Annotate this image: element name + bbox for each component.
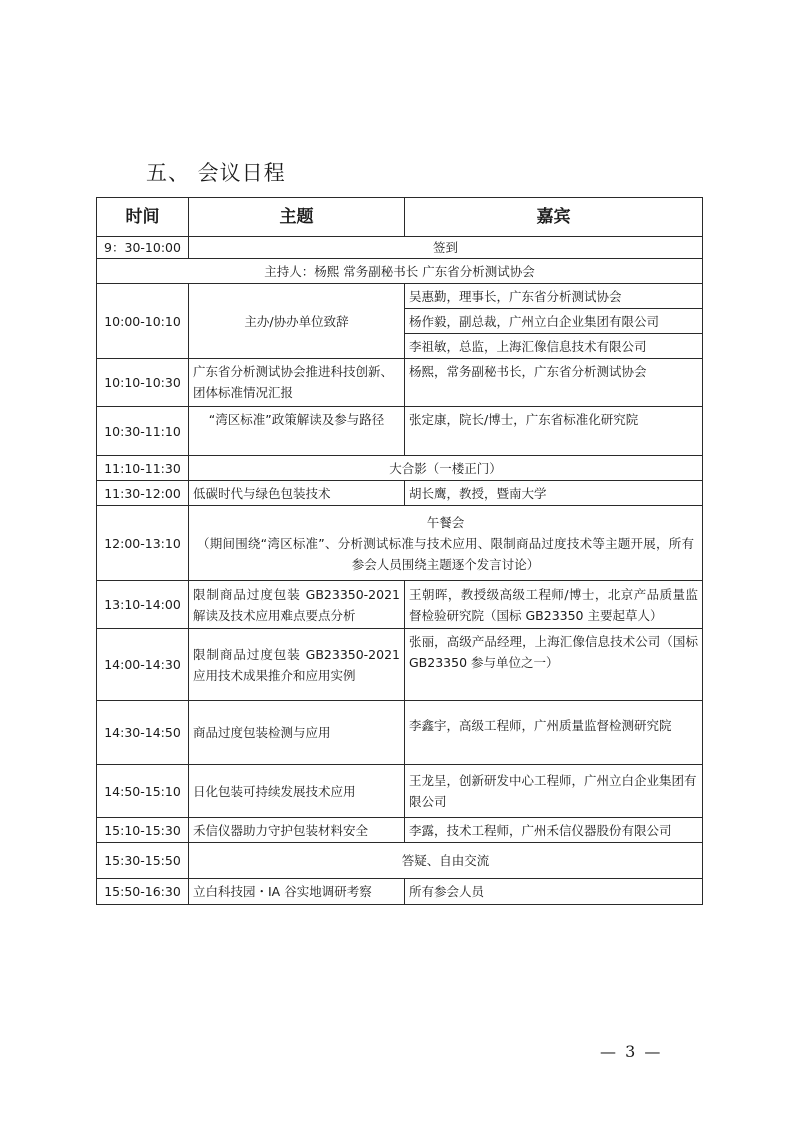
span-cell: 大合影（一楼正门） <box>189 456 703 481</box>
guest-cell: 李露，技术工程师，广州禾信仪器股份有限公司 <box>405 818 703 843</box>
time-cell: 15:30-15:50 <box>97 843 189 879</box>
guest-cell: 李祖敏，总监，上海汇像信息技术有限公司 <box>405 334 703 359</box>
topic-cell: 禾信仪器助力守护包装材料安全 <box>189 818 405 843</box>
topic-cell: 广东省分析测试协会推进科技创新、团体标准情况汇报 <box>189 359 405 407</box>
table-row <box>97 818 703 843</box>
table-row <box>97 456 703 481</box>
table-row <box>97 481 703 506</box>
guest-cell: 王朝晖，教授级高级工程师/博士，北京产品质量监督检验研究院（国标 GB23350 主要起草人） <box>405 581 703 629</box>
topic-cell: 商品过度包装检测与应用 <box>189 701 405 765</box>
host-cell: 主持人：杨熙 常务副秘书长 广东省分析测试协会 <box>97 259 703 284</box>
span-cell: 签到 <box>189 237 703 259</box>
lunch-cell <box>189 506 703 581</box>
guest-cell: 杨熙，常务副秘书长，广东省分析测试协会 <box>405 359 703 407</box>
lunch-title: 午餐会 <box>426 514 465 530</box>
table-row <box>97 407 703 456</box>
guest-cell: 胡长鹰，教授，暨南大学 <box>405 481 703 506</box>
table-row <box>97 237 703 259</box>
time-cell: 10:10-10:30 <box>97 359 189 407</box>
topic-cell: 立白科技园・IA 谷实地调研考察 <box>189 879 405 905</box>
topic-cell: 日化包装可持续发展技术应用 <box>189 765 405 818</box>
table-row <box>97 284 703 309</box>
time-cell: 11:30-12:00 <box>97 481 189 506</box>
section-title: 五、 会议日程 <box>146 161 286 185</box>
guest-cell: 张丽，高级产品经理，上海汇像信息技术公司（国标 GB23350 参与单位之一） <box>405 629 703 701</box>
table-row <box>97 259 703 284</box>
topic-cell: “湾区标准”政策解读及参与路径 <box>189 407 405 456</box>
table-row <box>97 581 703 629</box>
guest-cell: 杨作毅，副总裁，广州立白企业集团有限公司 <box>405 309 703 334</box>
guest-cell: 吴惠勤，理事长，广东省分析测试协会 <box>405 284 703 309</box>
time-cell: 15:50-16:30 <box>97 879 189 905</box>
topic-cell: 低碳时代与绿色包装技术 <box>189 481 405 506</box>
time-cell: 11:10-11:30 <box>97 456 189 481</box>
span-cell: 答疑、自由交流 <box>189 843 703 879</box>
guest-cell: 所有参会人员 <box>405 879 703 905</box>
table-header-row <box>97 198 703 237</box>
time-cell: 10:30-11:10 <box>97 407 189 456</box>
topic-cell: 主办/协办单位致辞 <box>189 284 405 359</box>
table-row <box>97 843 703 879</box>
time-cell: 9：30-10:00 <box>97 237 189 259</box>
time-cell: 14:50-15:10 <box>97 765 189 818</box>
table-row <box>97 879 703 905</box>
time-cell: 13:10-14:00 <box>97 581 189 629</box>
header-topic: 主题 <box>189 198 405 237</box>
header-guest: 嘉宾 <box>405 198 703 237</box>
schedule-table <box>96 197 703 905</box>
guest-cell: 王龙呈，创新研发中心工程师，广州立白企业集团有限公司 <box>405 765 703 818</box>
table-row <box>97 629 703 701</box>
table-row <box>97 701 703 765</box>
time-cell: 15:10-15:30 <box>97 818 189 843</box>
time-cell: 14:30-14:50 <box>97 701 189 765</box>
table-row <box>97 765 703 818</box>
time-cell: 12:00-13:10 <box>97 506 189 581</box>
time-cell: 10:00-10:10 <box>97 284 189 359</box>
topic-cell: 限制商品过度包装 GB23350-2021 解读及技术应用难点要点分析 <box>189 581 405 629</box>
page-number: — 3 — <box>600 1042 663 1061</box>
guest-cell: 张定康，院长/博士，广东省标准化研究院 <box>405 407 703 456</box>
time-cell: 14:00-14:30 <box>97 629 189 701</box>
table-row <box>97 359 703 407</box>
table-row <box>97 506 703 581</box>
guest-cell: 李鑫宇，高级工程师，广州质量监督检测研究院 <box>405 701 703 765</box>
topic-cell: 限制商品过度包装 GB23350-2021 应用技术成果推介和应用实例 <box>189 629 405 701</box>
lunch-description: （期间围绕“湾区标准”、分析测试标准与技术应用、限制商品过度技术等主题开展，所有参会人员围绕主题逐个发言讨论） <box>197 535 694 572</box>
header-time: 时间 <box>97 198 189 237</box>
